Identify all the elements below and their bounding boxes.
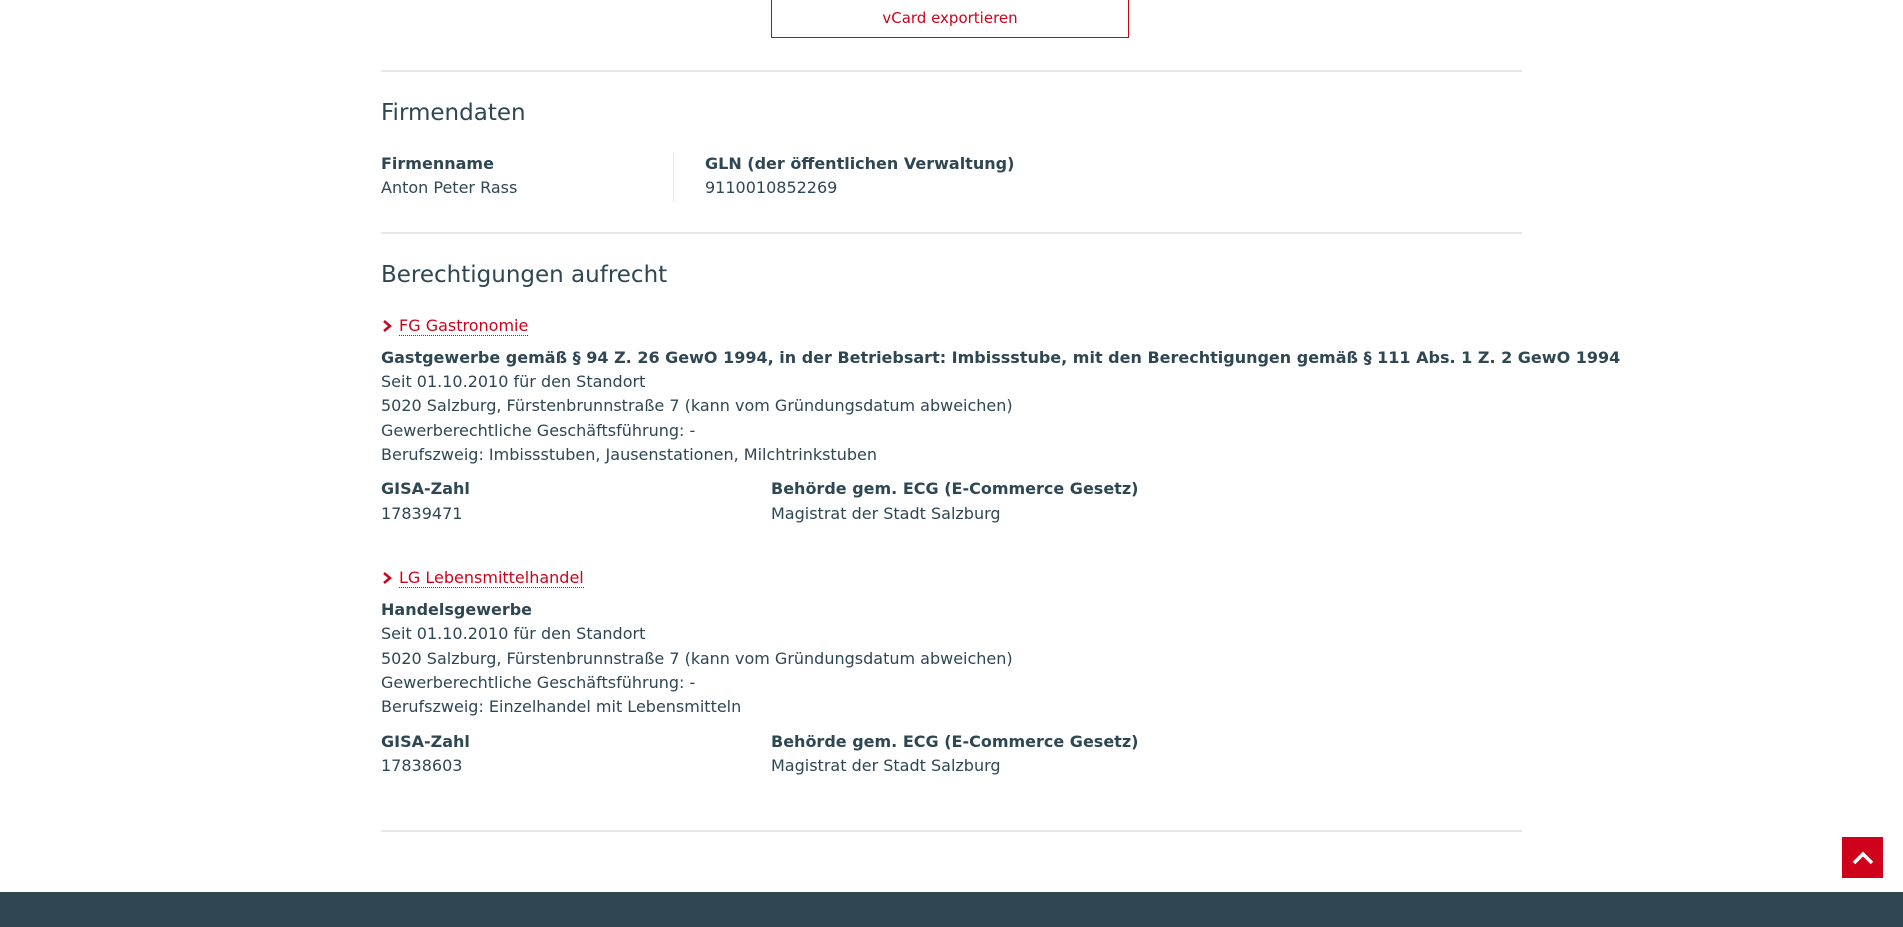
gisa-value: 17839471 — [381, 504, 463, 523]
permission-title: Handelsgewerbe — [381, 600, 533, 619]
footer — [0, 892, 1903, 927]
gisa-value: 17838603 — [381, 756, 463, 775]
scroll-to-top-button[interactable] — [1842, 837, 1883, 878]
vcard-export-button[interactable]: vCard exportieren — [771, 0, 1129, 38]
permission-management: Gewerberechtliche Geschäftsführung: - — [381, 673, 696, 692]
permissions-heading: Berechtigungen aufrecht — [381, 262, 668, 288]
permission-branch: Berufszweig: Einzelhandel mit Lebensmitteln — [381, 697, 742, 716]
authority-label: Behörde gem. ECG (E-Commerce Gesetz) — [771, 479, 1139, 498]
divider — [381, 70, 1522, 72]
branch-link-gastronomie[interactable] — [381, 316, 528, 336]
gisa-label: GISA-Zahl — [381, 479, 470, 498]
company-name-value: Anton Peter Rass — [381, 178, 518, 197]
company-name-label: Firmenname — [381, 154, 494, 173]
gisa-label: GISA-Zahl — [381, 732, 470, 751]
chevron-right-icon — [381, 319, 393, 333]
divider — [381, 232, 1522, 234]
branch-link-label: LG Lebensmittelhandel — [399, 568, 584, 587]
permission-branch: Berufszweig: Imbissstuben, Jausenstationen, Milchtrinkstuben — [381, 445, 877, 464]
gln-label: GLN (der öffentlichen Verwaltung) — [705, 154, 1015, 173]
company-heading: Firmendaten — [381, 100, 526, 126]
authority-value: Magistrat der Stadt Salzburg — [771, 504, 1001, 523]
permission-since: Seit 01.10.2010 für den Standort — [381, 624, 646, 643]
branch-link-lebensmittelhandel[interactable] — [381, 568, 584, 588]
arrow-up-icon — [1851, 850, 1875, 866]
authority-label: Behörde gem. ECG (E-Commerce Gesetz) — [771, 732, 1139, 751]
authority-value: Magistrat der Stadt Salzburg — [771, 756, 1001, 775]
chevron-right-icon — [381, 571, 393, 585]
permission-title: Gastgewerbe gemäß § 94 Z. 26 GewO 1994, in der Betriebsart: Imbissstube, mit den Berechtigungen gemäß § 111 Abs. 1 Z. 2 GewO 1994 — [381, 348, 1621, 367]
divider — [381, 830, 1522, 832]
permission-address: 5020 Salzburg, Fürstenbrunnstraße 7 (kann vom Gründungsdatum abweichen) — [381, 396, 1013, 415]
column-divider — [673, 153, 674, 202]
gln-value: 9110010852269 — [705, 178, 838, 197]
permission-management: Gewerberechtliche Geschäftsführung: - — [381, 421, 696, 440]
permission-address: 5020 Salzburg, Fürstenbrunnstraße 7 (kann vom Gründungsdatum abweichen) — [381, 649, 1013, 668]
branch-link-label: FG Gastronomie — [399, 316, 529, 335]
permission-since: Seit 01.10.2010 für den Standort — [381, 372, 646, 391]
